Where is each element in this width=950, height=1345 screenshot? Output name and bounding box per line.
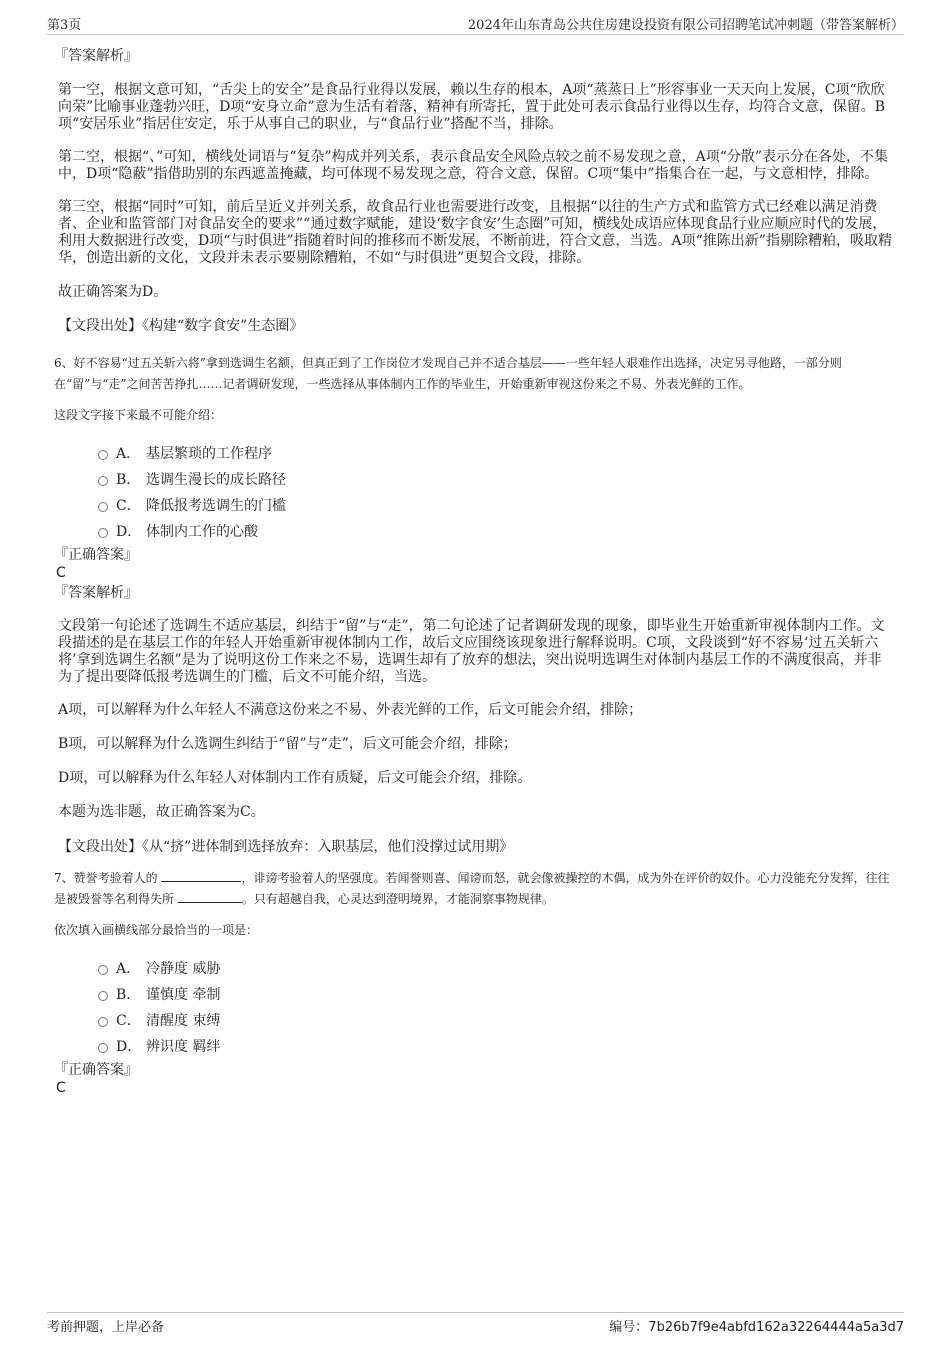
content (54, 48, 894, 1097)
code-label: 编号： (609, 1320, 649, 1335)
analysis-heading: 『答案解析』 (54, 585, 138, 601)
analysis-paragraph: 文段第一句论述了选调生不适应基层，纠结于“留”与“走”，第二句论述了记者调研发现的现象，即毕业生开始重新审视体制内工作。文段描述的是在基层工作的年轻人开始重新审视体制内工作，故后文应围绕该现象进行解释说明。C项，文段谈到“好不容易‘过五关斩六将’拿到选调生名额”是为了说明这份工作来之不易，选调生却有了放弃的想法，突出说明选调生对体制内基层工作的不满度很高，并非为了提出要降低报考选调生的门槛，后文不可能介绍，当选。 (58, 618, 885, 685)
answer-statement: 故正确答案为D。 (58, 284, 168, 300)
option-letter: A． (116, 961, 141, 977)
radio-icon[interactable] (98, 991, 108, 1001)
radio-icon[interactable] (98, 965, 108, 975)
option-list (98, 956, 894, 1060)
analysis-paragraph: 第一空，根据文意可知，“舌尖上的安全”是食品行业得以发展，赖以生存的根本，A项“蒸蒸日上”形容事业一天天向上发展，C项“欣欣向荣”比喻事业蓬勃兴旺，D项“安身立命”意为生活有着落，精神有所寄托，置于此处可表示食品行业得以生存，均符合文意，保留。B项“安居乐业”指居住安定，乐于从事自己的职业，与“食品行业”搭配不当，排除。 (58, 82, 885, 132)
option-text: 降低报考选调生的门槛 (146, 498, 286, 514)
option-letter: B． (116, 987, 141, 1003)
radio-icon[interactable] (98, 1043, 108, 1053)
code-value: 7b26b7f9e4abfd162a32264444a5a3d7 (648, 1320, 904, 1335)
source-citation: 【文段出处】《构建“数字食安”生态圈》 (58, 318, 304, 334)
option-text: 清醒度 束缚 (146, 1013, 221, 1029)
analysis-paragraph: B项，可以解释为什么选调生纠结于“留”与“走”，后文可能会介绍，排除； (58, 736, 517, 752)
question-prompt: 依次填入画横线部分最恰当的一项是： (54, 923, 259, 937)
option-letter: C． (116, 1013, 141, 1029)
option-letter: D． (116, 524, 142, 540)
radio-icon[interactable] (98, 450, 108, 460)
option-text: 体制内工作的心酸 (146, 524, 258, 540)
correct-answer-heading: 『正确答案』 (54, 1062, 138, 1078)
stem-part: 7、赞誉考验着人的 (54, 871, 158, 885)
analysis-paragraph: 第二空，根据“、”可知，横线处词语与“复杂”构成并列关系，表示食品安全风险点较之前不易发现之意，A项“分散”表示分在各处，不集中，D项“隐蔽”指借助别的东西遮盖掩藏，均可体现不易发现之意，符合文意，保留。C项“集中”指集合在一起，与文意相悖，排除。 (58, 149, 889, 182)
option-letter: D． (116, 1039, 142, 1055)
source-citation: 【文段出处】《从“挤”进体制到选择放弃：入职基层，他们没撑过试用期》 (58, 839, 514, 855)
option-letter: B． (116, 472, 141, 488)
radio-icon[interactable] (98, 528, 108, 538)
option-c[interactable] (98, 493, 894, 519)
analysis-paragraph: 第三空，根据“同时”可知，前后呈近义并列关系，故食品行业也需要进行改变，且根据“以往的生产方式和监管方式已经难以满足消费者、企业和监管部门对食品安全的要求”“通过数字赋能，建设‘数字食安’生态圈”可知，横线处成语应体现食品行业应顺应时代的发展，利用大数据进行改变，D项“与时俱进”指随着时间的推移而不断发展，不断前进，符合文意，当选。A项“推陈出新”指剔除糟粕，吸取精华，创造出新的文化，文段并未表示要剔除糟粕，不如“与时俱进”更契合文段，排除。 (58, 199, 892, 266)
question-stem: 6、好不容易“过五关斩六将”拿到选调生名额，但真正到了工作岗位才发现自己并不适合基层——一些年轻人艰难作出选择，决定另寻他路，一部分则在“留”与“走”之间苦苦挣扎……记者调研发现，一些选择从事体制内工作的毕业生，开始重新审视这份来之不易、外表光鲜的工作。 (54, 356, 842, 391)
radio-icon[interactable] (98, 1017, 108, 1027)
correct-answer: C (56, 565, 66, 581)
option-text: 辨识度 羁绊 (146, 1039, 221, 1055)
option-text: 冷静度 威胁 (146, 961, 221, 977)
option-a[interactable] (98, 956, 894, 982)
analysis-paragraph: A项，可以解释为什么年轻人不满意这份来之不易、外表光鲜的工作，后文可能会介绍，排除； (58, 702, 643, 718)
correct-answer: C (56, 1080, 66, 1096)
question-prompt: 这段文字接下来最不可能介绍： (54, 408, 223, 422)
option-letter: A． (116, 446, 141, 462)
fill-blank (161, 869, 241, 882)
stem-part: ，诽谤考验着人的坚强度。若闻誉则喜、闻谤而怒，就会像被操控的木偶，成为外在评价的奴仆。心力没能充分发挥，往往是被毁誉等名利得失所 (54, 871, 890, 906)
option-letter: C． (116, 498, 141, 514)
fill-blank (178, 890, 242, 903)
option-list (98, 441, 894, 545)
stem-part: 。只有超越自我，心灵达到澄明境界，才能洞察事物规律。 (241, 892, 554, 906)
page-footer (47, 1312, 904, 1335)
option-text: 基层繁琐的工作程序 (146, 446, 272, 462)
option-c[interactable] (98, 1008, 894, 1034)
option-a[interactable] (98, 441, 894, 467)
radio-icon[interactable] (98, 476, 108, 486)
answer-statement: 本题为选非题，故正确答案为C。 (58, 804, 265, 820)
option-b[interactable] (98, 467, 894, 493)
radio-icon[interactable] (98, 502, 108, 512)
option-d[interactable] (98, 519, 894, 545)
document-title: 2024年山东青岛公共住房建设投资有限公司招聘笔试冲刺题（带答案解析） (467, 18, 904, 33)
analysis-heading: 『答案解析』 (54, 48, 138, 64)
analysis-paragraph: D项，可以解释为什么年轻人对体制内工作有质疑，后文可能会介绍，排除。 (58, 770, 532, 786)
option-text: 选调生漫长的成长路径 (146, 472, 286, 488)
option-text: 谨慎度 牵制 (146, 987, 221, 1003)
document-code (609, 1316, 904, 1335)
footer-slogan: 考前押题，上岸必备 (47, 1320, 165, 1335)
question-stem (54, 868, 894, 910)
page-number: 第3页 (47, 18, 82, 33)
page-header (47, 14, 904, 35)
correct-answer-heading: 『正确答案』 (54, 547, 138, 563)
option-b[interactable] (98, 982, 894, 1008)
option-d[interactable] (98, 1034, 894, 1060)
